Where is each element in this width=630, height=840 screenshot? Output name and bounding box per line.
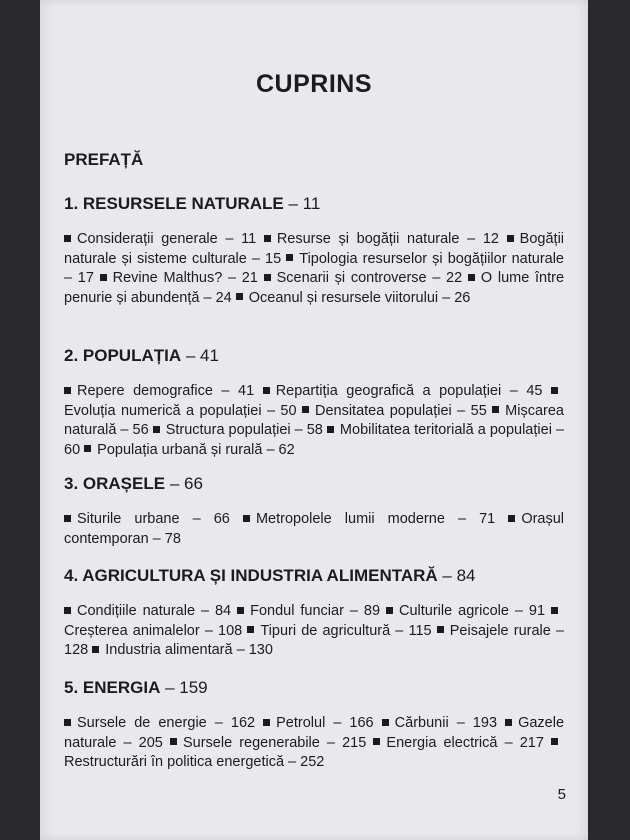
bullet-square-icon bbox=[437, 626, 444, 633]
bullet-square-icon bbox=[508, 515, 515, 522]
section-title: 3. ORAȘELE bbox=[64, 474, 166, 493]
toc-item: Energia electrică – 217 bbox=[373, 735, 544, 751]
section-orasele bbox=[64, 474, 564, 549]
bullet-square-icon bbox=[263, 387, 270, 394]
page-number: 5 bbox=[557, 786, 566, 803]
bullet-square-icon bbox=[64, 607, 71, 614]
section-page: – 159 bbox=[165, 678, 208, 697]
section-heading bbox=[64, 566, 564, 586]
bullet-square-icon bbox=[373, 738, 380, 745]
section-heading bbox=[64, 194, 564, 214]
section-heading bbox=[64, 678, 564, 698]
toc-item: Evoluția numerică a populației – 50 bbox=[64, 383, 564, 419]
section-items bbox=[64, 714, 564, 773]
toc-item: Oceanul și resursele viitorului – 26 bbox=[236, 290, 471, 306]
section-agricultura bbox=[64, 566, 564, 661]
bullet-square-icon bbox=[237, 607, 244, 614]
section-page: – 11 bbox=[288, 194, 321, 213]
section-resursele-naturale bbox=[64, 194, 564, 308]
section-title: 2. POPULAȚIA bbox=[64, 346, 182, 365]
toc-item: Mobilitatea teritorială a populației – 60 bbox=[64, 422, 565, 458]
bullet-square-icon bbox=[170, 738, 177, 745]
bullet-square-icon bbox=[286, 254, 293, 261]
toc-item: O lume între penurie și abundență – 24 bbox=[64, 270, 565, 306]
toc-item: Repere demografice – 41 bbox=[64, 383, 254, 399]
toc-item: Restructurări în politica energetică – 252 bbox=[64, 735, 564, 771]
toc-item: Populația urbană și rurală – 62 bbox=[84, 442, 295, 458]
section-page: – 84 bbox=[442, 566, 476, 585]
bullet-square-icon bbox=[153, 426, 160, 433]
toc-item: Orașul contemporan – 78 bbox=[64, 511, 565, 547]
toc-item: Condițiile naturale – 84 bbox=[64, 603, 231, 619]
section-heading bbox=[64, 474, 564, 494]
bullet-square-icon bbox=[64, 235, 71, 242]
bullet-square-icon bbox=[505, 719, 512, 726]
toc-item: Industria alimentară – 130 bbox=[92, 642, 273, 658]
toc-item: Petrolul – 166 bbox=[263, 715, 374, 731]
section-items bbox=[64, 602, 564, 661]
section-items bbox=[64, 230, 564, 308]
section-title: 1. RESURSELE NATURALE bbox=[64, 194, 284, 213]
bullet-square-icon bbox=[64, 387, 71, 394]
preface-heading: PREFAȚĂ bbox=[64, 150, 144, 169]
section-page: – 41 bbox=[185, 346, 219, 365]
bullet-square-icon bbox=[92, 646, 99, 653]
toc-item: Sursele de energie – 162 bbox=[64, 715, 255, 731]
bullet-square-icon bbox=[507, 235, 514, 242]
toc-item: Fondul funciar – 89 bbox=[237, 603, 380, 619]
toc-item: Resurse și bogății naturale – 12 bbox=[264, 231, 499, 247]
bullet-square-icon bbox=[64, 719, 71, 726]
toc-item: Peisajele rurale – 128 bbox=[64, 622, 565, 658]
section-title: 4. AGRICULTURA ȘI INDUSTRIA ALIMENTARĂ bbox=[64, 566, 438, 585]
toc-item: Tipologia resurselor și bogățiilor naturale – 17 bbox=[64, 250, 564, 286]
bullet-square-icon bbox=[84, 445, 91, 452]
bullet-square-icon bbox=[327, 426, 334, 433]
toc-item: Creșterea animalelor – 108 bbox=[64, 603, 564, 639]
toc-item: Culturile agricole – 91 bbox=[386, 603, 545, 619]
section-page: – 66 bbox=[169, 474, 203, 493]
bullet-square-icon bbox=[386, 607, 393, 614]
toc-item: Sursele regenerabile – 215 bbox=[170, 735, 366, 751]
toc-item: Repartiția geografică a populației – 45 bbox=[263, 383, 543, 399]
toc-item: Tipuri de agricultură – 115 bbox=[247, 623, 431, 639]
bullet-square-icon bbox=[551, 387, 558, 394]
bullet-square-icon bbox=[236, 293, 243, 300]
bullet-square-icon bbox=[264, 274, 271, 281]
page-title: CUPRINS bbox=[255, 70, 372, 98]
bullet-square-icon bbox=[247, 626, 254, 633]
bullet-square-icon bbox=[243, 515, 250, 522]
toc-item: Siturile urbane – 66 bbox=[64, 511, 230, 527]
bullet-square-icon bbox=[100, 274, 107, 281]
bullet-square-icon bbox=[263, 719, 270, 726]
toc-item: Structura populației – 58 bbox=[153, 422, 323, 438]
section-title: 5. ENERGIA bbox=[64, 678, 161, 697]
section-items bbox=[64, 510, 564, 549]
bullet-square-icon bbox=[382, 719, 389, 726]
bullet-square-icon bbox=[551, 607, 558, 614]
bullet-square-icon bbox=[468, 274, 475, 281]
bullet-square-icon bbox=[492, 406, 499, 413]
toc-item: Scenarii și controverse – 22 bbox=[264, 270, 463, 286]
bullet-square-icon bbox=[64, 515, 71, 522]
section-heading bbox=[64, 346, 564, 366]
section-items bbox=[64, 382, 564, 460]
section-energia bbox=[64, 678, 564, 773]
toc-item: Gazele naturale – 205 bbox=[64, 715, 565, 751]
book-page bbox=[40, 0, 588, 840]
toc-item: Cărbunii – 193 bbox=[382, 715, 497, 731]
section-populatia bbox=[64, 346, 564, 460]
toc-item: Considerații generale – 11 bbox=[64, 231, 256, 247]
toc-item: Mișcarea naturală – 56 bbox=[64, 402, 564, 438]
toc-item: Metropolele lumii moderne – 71 bbox=[243, 511, 495, 527]
bullet-square-icon bbox=[302, 406, 309, 413]
toc-item: Revine Malthus? – 21 bbox=[100, 270, 258, 286]
toc-item: Bogății naturale și sisteme culturale – 15 bbox=[64, 231, 565, 267]
toc-item: Densitatea populației – 55 bbox=[302, 403, 487, 419]
bullet-square-icon bbox=[264, 235, 271, 242]
bullet-square-icon bbox=[551, 738, 558, 745]
